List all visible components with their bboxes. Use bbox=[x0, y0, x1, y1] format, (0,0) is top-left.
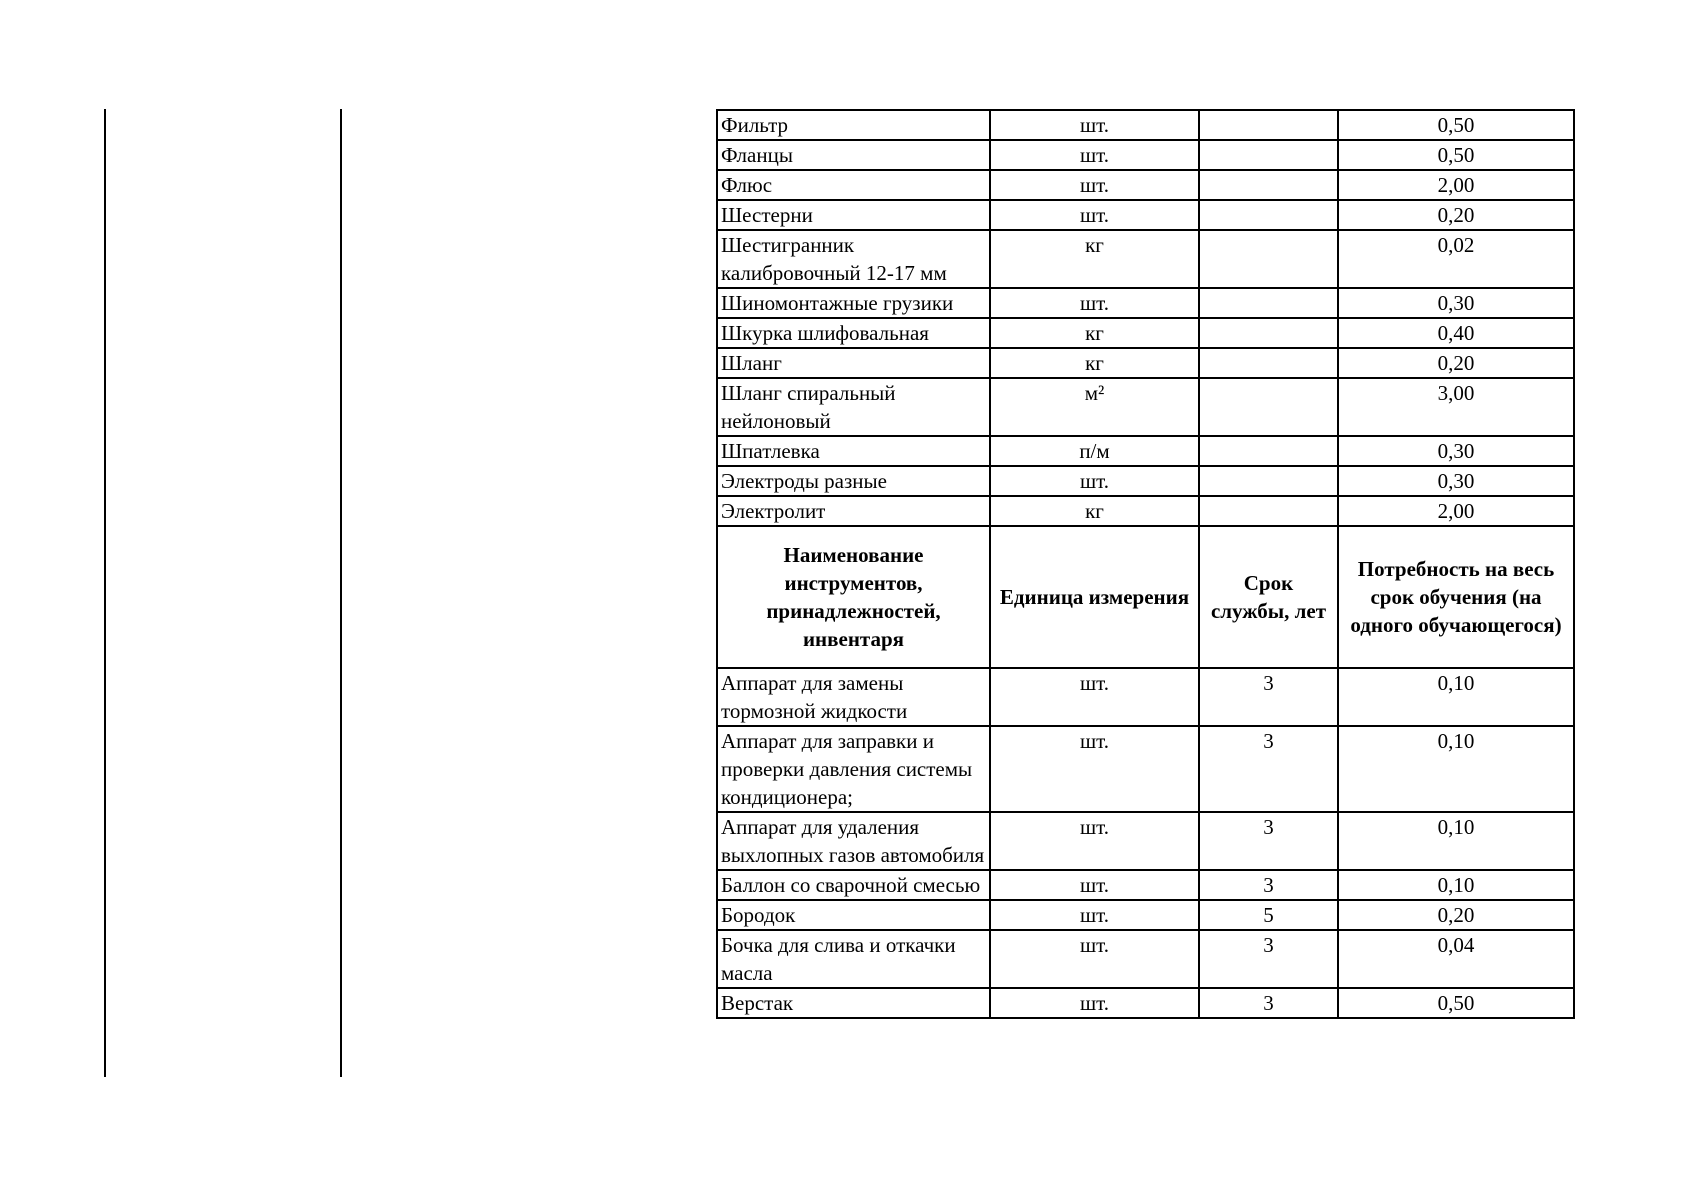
cell-life: 3 bbox=[1199, 930, 1338, 988]
cell-life bbox=[1199, 200, 1338, 230]
table-row bbox=[717, 870, 1574, 900]
materials-section bbox=[717, 110, 1574, 526]
cell-life bbox=[1199, 348, 1338, 378]
table-row bbox=[717, 900, 1574, 930]
cell-name: Баллон со сварочной смесью bbox=[717, 870, 990, 900]
table-row bbox=[717, 930, 1574, 988]
header-need: Потребность на весь срок обучения (на одного обучающегося) bbox=[1338, 526, 1574, 668]
cell-need: 0,30 bbox=[1338, 466, 1574, 496]
cell-unit: шт. bbox=[990, 812, 1199, 870]
cell-need: 0,50 bbox=[1338, 110, 1574, 140]
cell-life bbox=[1199, 140, 1338, 170]
cell-name: Аппарат для заправки и проверки давления системы кондиционера; bbox=[717, 726, 990, 812]
cell-unit: шт. bbox=[990, 900, 1199, 930]
left-column-rule bbox=[340, 109, 342, 1077]
table-row bbox=[717, 668, 1574, 726]
cell-unit: шт. bbox=[990, 140, 1199, 170]
cell-unit: м² bbox=[990, 378, 1199, 436]
cell-need: 0,10 bbox=[1338, 870, 1574, 900]
cell-unit: кг bbox=[990, 230, 1199, 288]
cell-need: 2,00 bbox=[1338, 496, 1574, 526]
cell-unit: шт. bbox=[990, 200, 1199, 230]
cell-need: 0,30 bbox=[1338, 436, 1574, 466]
table-row bbox=[717, 466, 1574, 496]
header-life: Срок службы, лет bbox=[1199, 526, 1338, 668]
cell-life bbox=[1199, 170, 1338, 200]
table-row bbox=[717, 318, 1574, 348]
header-name: Наименование инструментов, принадлежностей, инвентаря bbox=[717, 526, 990, 668]
cell-unit: кг bbox=[990, 348, 1199, 378]
cell-name: Аппарат для удаления выхлопных газов автомобиля bbox=[717, 812, 990, 870]
cell-name: Фильтр bbox=[717, 110, 990, 140]
cell-need: 0,40 bbox=[1338, 318, 1574, 348]
cell-unit: п/м bbox=[990, 436, 1199, 466]
cell-life: 3 bbox=[1199, 668, 1338, 726]
table-row bbox=[717, 170, 1574, 200]
cell-life: 3 bbox=[1199, 988, 1338, 1018]
cell-life bbox=[1199, 288, 1338, 318]
header-unit: Единица измерения bbox=[990, 526, 1199, 668]
cell-name: Шестерни bbox=[717, 200, 990, 230]
cell-life: 3 bbox=[1199, 870, 1338, 900]
cell-life bbox=[1199, 378, 1338, 436]
tools-header-row bbox=[717, 526, 1574, 668]
cell-unit: шт. bbox=[990, 870, 1199, 900]
table-row bbox=[717, 230, 1574, 288]
cell-name: Шкурка шлифовальная bbox=[717, 318, 990, 348]
table-row bbox=[717, 812, 1574, 870]
table-row bbox=[717, 988, 1574, 1018]
cell-name: Электроды разные bbox=[717, 466, 990, 496]
cell-need: 0,10 bbox=[1338, 812, 1574, 870]
cell-life: 3 bbox=[1199, 726, 1338, 812]
cell-name: Шестигранник калибровочный 12-17 мм bbox=[717, 230, 990, 288]
cell-need: 0,02 bbox=[1338, 230, 1574, 288]
cell-life bbox=[1199, 110, 1338, 140]
cell-name: Аппарат для замены тормозной жидкости bbox=[717, 668, 990, 726]
cell-name: Флюс bbox=[717, 170, 990, 200]
table-row bbox=[717, 288, 1574, 318]
table-row bbox=[717, 726, 1574, 812]
cell-name: Шпатлевка bbox=[717, 436, 990, 466]
table-row bbox=[717, 348, 1574, 378]
cell-need: 0,20 bbox=[1338, 900, 1574, 930]
materials-tools-table bbox=[716, 109, 1575, 1019]
cell-life bbox=[1199, 496, 1338, 526]
cell-need: 0,10 bbox=[1338, 726, 1574, 812]
cell-need: 2,00 bbox=[1338, 170, 1574, 200]
tools-section bbox=[717, 668, 1574, 1018]
cell-name: Бородок bbox=[717, 900, 990, 930]
cell-need: 0,20 bbox=[1338, 348, 1574, 378]
table-row bbox=[717, 496, 1574, 526]
cell-life bbox=[1199, 436, 1338, 466]
cell-name: Верстак bbox=[717, 988, 990, 1018]
cell-name: Шланг bbox=[717, 348, 990, 378]
cell-unit: кг bbox=[990, 496, 1199, 526]
cell-need: 0,10 bbox=[1338, 668, 1574, 726]
cell-life: 3 bbox=[1199, 812, 1338, 870]
cell-life bbox=[1199, 230, 1338, 288]
cell-need: 0,04 bbox=[1338, 930, 1574, 988]
cell-name: Шланг спиральный нейлоновый bbox=[717, 378, 990, 436]
cell-name: Бочка для слива и откачки масла bbox=[717, 930, 990, 988]
cell-need: 3,00 bbox=[1338, 378, 1574, 436]
cell-life: 5 bbox=[1199, 900, 1338, 930]
cell-unit: шт. bbox=[990, 726, 1199, 812]
table-row bbox=[717, 378, 1574, 436]
cell-unit: шт. bbox=[990, 288, 1199, 318]
cell-unit: шт. bbox=[990, 988, 1199, 1018]
cell-name: Шиномонтажные грузики bbox=[717, 288, 990, 318]
table-row bbox=[717, 110, 1574, 140]
cell-need: 0,30 bbox=[1338, 288, 1574, 318]
cell-unit: шт. bbox=[990, 668, 1199, 726]
table-row bbox=[717, 436, 1574, 466]
cell-life bbox=[1199, 318, 1338, 348]
table-row bbox=[717, 140, 1574, 170]
cell-unit: шт. bbox=[990, 466, 1199, 496]
table-row bbox=[717, 200, 1574, 230]
cell-need: 0,20 bbox=[1338, 200, 1574, 230]
cell-need: 0,50 bbox=[1338, 988, 1574, 1018]
cell-unit: шт. bbox=[990, 110, 1199, 140]
cell-unit: кг bbox=[990, 318, 1199, 348]
cell-life bbox=[1199, 466, 1338, 496]
cell-need: 0,50 bbox=[1338, 140, 1574, 170]
cell-unit: шт. bbox=[990, 170, 1199, 200]
tools-header-section bbox=[717, 526, 1574, 668]
left-margin-rule bbox=[104, 109, 106, 1077]
cell-name: Фланцы bbox=[717, 140, 990, 170]
cell-unit: шт. bbox=[990, 930, 1199, 988]
cell-name: Электролит bbox=[717, 496, 990, 526]
